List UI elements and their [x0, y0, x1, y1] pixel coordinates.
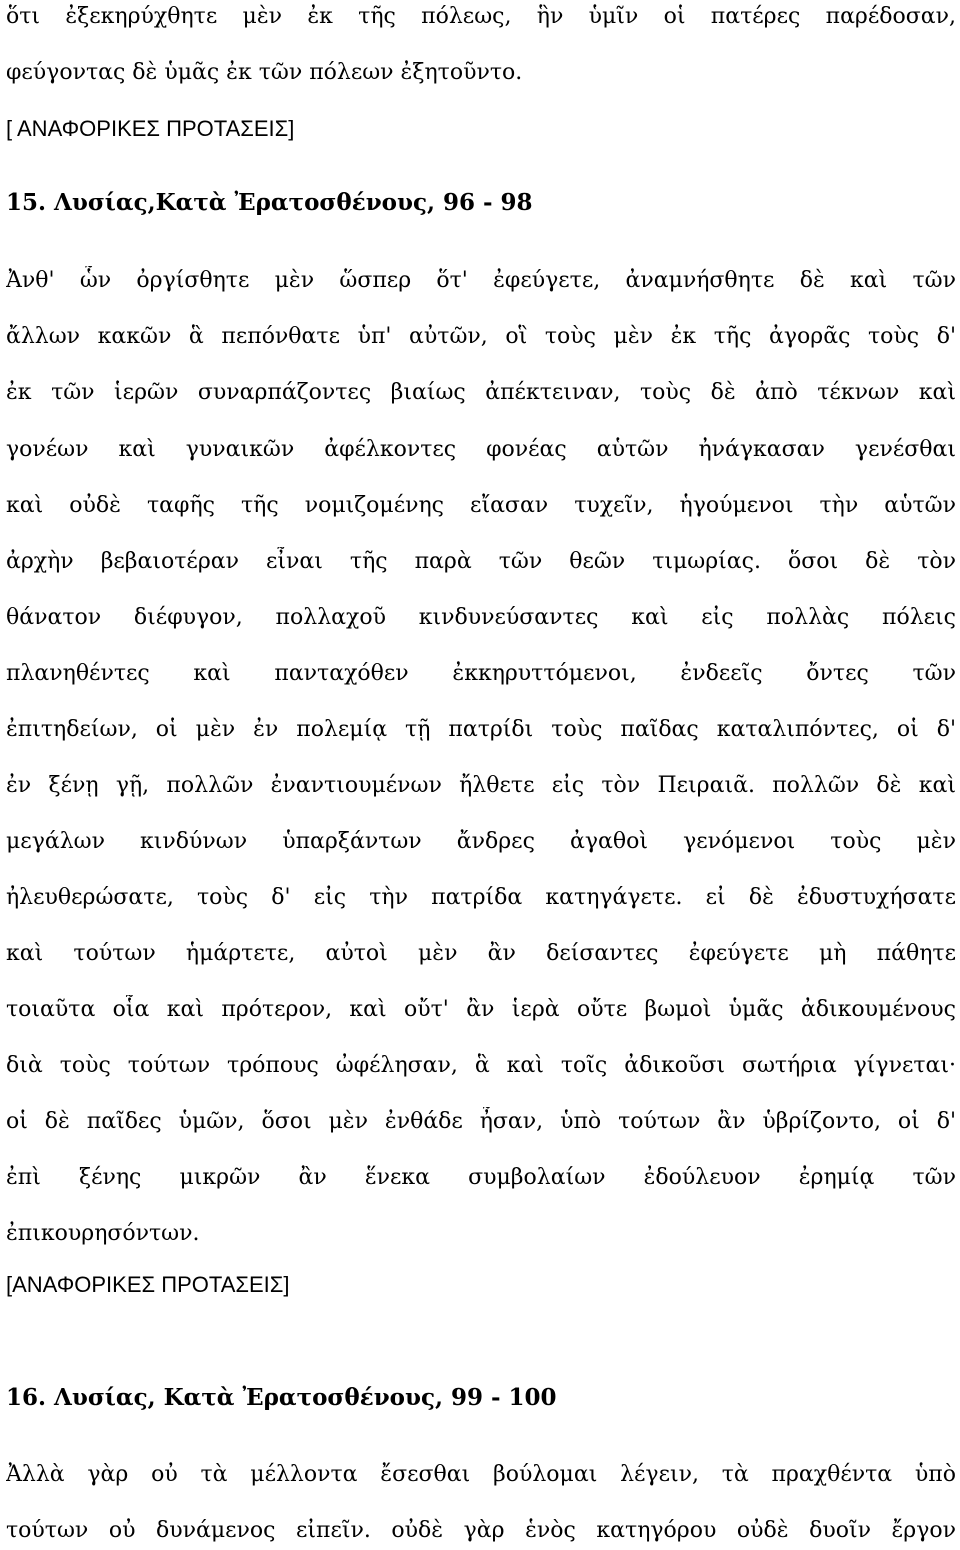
section-tag: [ΑΝΑΦΟΡΙΚΕΣ ΠΡΟΤΑΣΕΙΣ]	[6, 1272, 290, 1297]
text-line: καὶ τούτων ἡμάρτετε, αὐτοὶ μὲν ἂν δείσαντες ἐφεύγετε μὴ πάθητε	[6, 941, 956, 966]
text-line: πλανηθέντες καὶ πανταχόθεν ἐκκηρυττόμενοι, ἐνδεεῖς ὄντες τῶν	[6, 661, 956, 686]
text-line: ὅτι ἐξεκηρύχθητε μὲν ἐκ τῆς πόλεως, ἣν ὑμῖν οἱ πατέρες παρέδοσαν,	[6, 4, 956, 29]
text-line: τούτων οὐ δυνάμενος εἰπεῖν. οὐδὲ γὰρ ἑνὸς κατηγόρου οὐδὲ δυοῖν ἔργον	[6, 1518, 956, 1543]
section-tag: [ ΑΝΑΦΟΡΙΚΕΣ ΠΡΟΤΑΣΕΙΣ]	[6, 116, 295, 141]
text-line: φεύγοντας δὲ ὑμᾶς ἐκ τῶν πόλεων ἐξητοῦντο.	[6, 60, 523, 85]
text-line: Ἀνθ' ὧν ὀργίσθητε μὲν ὥσπερ ὅτ' ἐφεύγετε, ἀναμνήσθητε δὲ καὶ τῶν	[6, 268, 956, 293]
text-line: μεγάλων κινδύνων ὑπαρξάντων ἄνδρες ἀγαθοὶ γενόμενοι τοὺς μὲν	[6, 829, 956, 854]
text-line: γονέων καὶ γυναικῶν ἀφέλκοντες φονέας αὑτῶν ἠνάγκασαν γενέσθαι	[6, 437, 956, 462]
section-heading-15: 15. Λυσίας,Κατὰ Ἐρατοσθένους, 96 - 98	[6, 189, 533, 216]
text-line: ἠλευθερώσατε, τοὺς δ' εἰς τὴν πατρίδα κατηγάγετε. εἰ δὲ ἐδυστυχήσατε	[6, 885, 956, 910]
text-line: διὰ τοὺς τούτων τρόπους ὠφέλησαν, ἃ καὶ τοῖς ἀδικοῦσι σωτήρια γίγνεται·	[6, 1053, 956, 1078]
text-line: καὶ οὐδὲ ταφῆς τῆς νομιζομένης εἴασαν τυχεῖν, ἡγούμενοι τὴν αὑτῶν	[6, 493, 956, 518]
section-heading-16: 16. Λυσίας, Κατὰ Ἐρατοσθένους, 99 - 100	[6, 1384, 557, 1411]
text-line: οἱ δὲ παῖδες ὑμῶν, ὅσοι μὲν ἐνθάδε ἦσαν, ὑπὸ τούτων ἂν ὑβρίζοντο, οἱ δ'	[6, 1109, 956, 1134]
text-line: ἐπικουρησόντων.	[6, 1221, 200, 1246]
text-line: ἐν ξένῃ γῇ, πολλῶν ἐναντιουμένων ἤλθετε εἰς τὸν Πειραιᾶ. πολλῶν δὲ καὶ	[6, 773, 956, 798]
text-line: θάνατον διέφυγον, πολλαχοῦ κινδυνεύσαντες καὶ εἰς πολλὰς πόλεις	[6, 605, 956, 630]
text-line: ἄλλων κακῶν ἃ πεπόνθατε ὑπ' αὐτῶν, οἳ τοὺς μὲν ἐκ τῆς ἀγορᾶς τοὺς δ'	[6, 324, 956, 349]
text-line: Ἀλλὰ γὰρ οὐ τὰ μέλλοντα ἔσεσθαι βούλομαι λέγειν, τὰ πραχθέντα ὑπὸ	[6, 1462, 956, 1487]
text-line: ἐπιτηδείων, οἱ μὲν ἐν πολεμίᾳ τῇ πατρίδι τοὺς παῖδας καταλιπόντες, οἱ δ'	[6, 717, 956, 742]
text-line: ἀρχὴν βεβαιοτέραν εἶναι τῆς παρὰ τῶν θεῶν τιμωρίας. ὅσοι δὲ τὸν	[6, 549, 956, 574]
text-line: ἐπὶ ξένης μικρῶν ἂν ἕνεκα συμβολαίων ἐδούλευον ἐρημίᾳ τῶν	[6, 1165, 956, 1190]
text-line: ἐκ τῶν ἱερῶν συναρπάζοντες βιαίως ἀπέκτειναν, τοὺς δὲ ἀπὸ τέκνων καὶ	[6, 380, 956, 405]
text-line: τοιαῦτα οἷα καὶ πρότερον, καὶ οὔτ' ἂν ἱερὰ οὔτε βωμοὶ ὑμᾶς ἀδικουμένους	[6, 997, 956, 1022]
